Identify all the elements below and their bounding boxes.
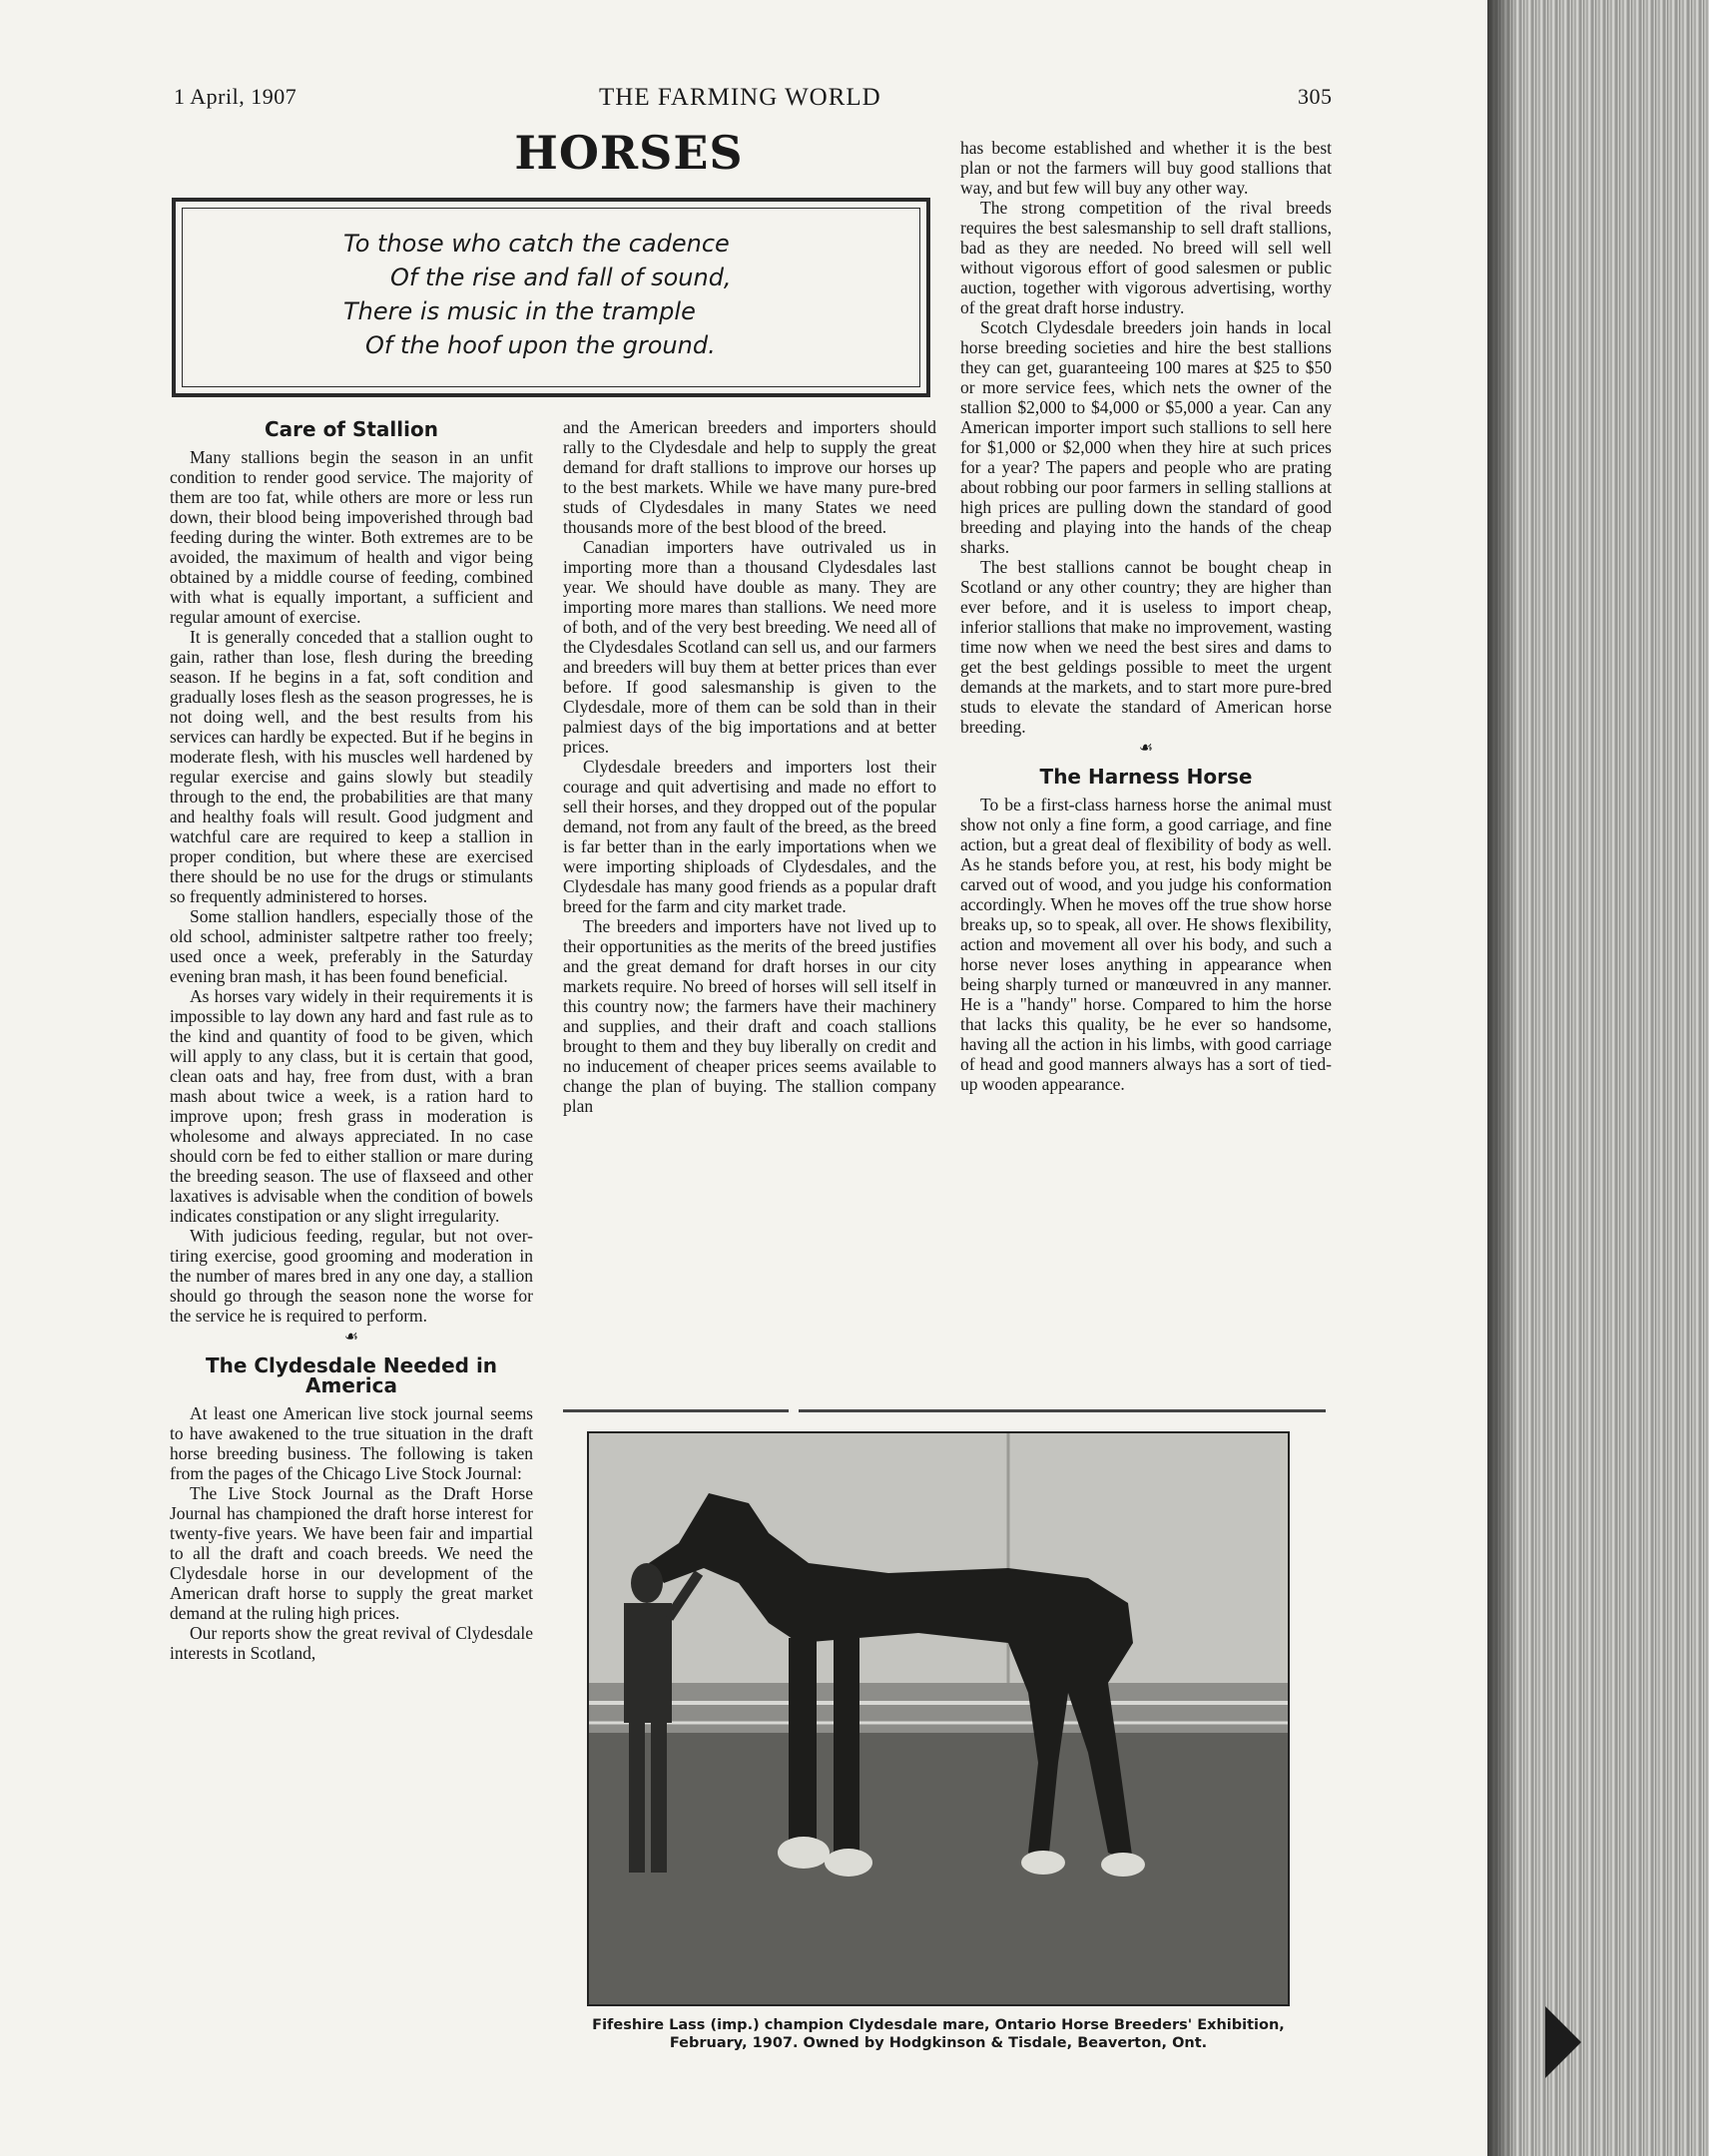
ornament-icon: ☙ (1138, 740, 1154, 757)
paragraph: The breeders and importers have not lived up to their opportunities as the merits of the breed justifies and the great demand for draft horses in our city markets require. No breed of horses will sell itself in this country now; the farmers have their machinery and supplies, and their draft and coach stallions brought to them and they buy liberally on credit and no inducement of cheaper prices seems available to change the plan of buying. The stallion company plan (563, 916, 936, 1116)
caption-line: February, 1907. Owned by Hodgkinson & Tisdale, Beaverton, Ont. (669, 2035, 1208, 2051)
divider-rule (799, 1409, 1326, 1412)
paragraph: It is generally conceded that a stallion ought to gain, rather than lose, flesh during the breeding season. If he begins in a fat, soft condition and gradually loses flesh as the season progresses, he is not doing well, and the best results from his services can hardly be expected. But if he begins in moderate flesh, with his muscles well hardened by regular exercise and gains slowly but steadily through to the end, the probabilities are that many and healthy foals will result. Good judgment and watchful care are required to keep a stallion in proper condition, but where these are exercised there should be no use for the drugs or stimulants so frequently administered to horses. (170, 627, 533, 906)
paragraph: Some stallion handlers, especially those of the old school, administer saltpetre rather too freely; used once a week, preferably in the Saturday evening bran mash, it has been found beneficial. (170, 906, 533, 986)
divider-rule (563, 1409, 789, 1412)
paragraph: has become established and whether it is the best plan or not the farmers will buy good stallions that way, and but few will buy any other way. (960, 138, 1332, 198)
section-title: HORSES (514, 126, 744, 180)
poem-line: To those who catch the cadence (343, 230, 730, 258)
photo-caption (589, 2016, 1288, 2052)
column-2 (563, 417, 936, 1116)
paragraph: Scotch Clydesdale breeders join hands in local horse breeding societies and hire the best stallions they can get, guaranteeing 100 mares at $25 to $50 or more service fees, which nets the owner of the stallion $2,000 to $4,000 or $5,000 a year. Can any American importer import such stallions to sell here for $1,000 or $2,000 when they hire at such prices for a year? The papers and people who are prating about robbing our poor farmers in selling stallions at high prices are pulling down the standard of good breeding and playing into the hands of the cheap sharks. (960, 317, 1332, 557)
horse-photo-icon (587, 1431, 1290, 2006)
header-page-number: 305 (1298, 84, 1333, 109)
paragraph: Clydesdale breeders and importers lost their courage and quit advertising and made no effort to sell their horses, and they dropped out of the popular demand, not from any fault of the breed, as the breed is far better than in the early importations when we were importing shiploads of Clydesdales, and the Clydesdale has many good friends as a popular draft breed for the farm and city market trade. (563, 757, 936, 916)
article-title-clydesdale: The Clydesdale Needed in America (205, 1353, 498, 1397)
poem-line: Of the rise and fall of sound, (390, 264, 732, 291)
header-date: 1 April, 1907 (174, 84, 297, 109)
poem-line: Of the hoof upon the ground. (365, 331, 716, 359)
book-page-edges (1487, 0, 1709, 2156)
paragraph: With judicious feeding, regular, but not over-tiring exercise, good grooming and moderation in the number of mares bred in any one day, a stallion should go through the season none the worse for the service he is required to perform. (170, 1226, 533, 1326)
paragraph: To be a first-class harness horse the animal must show not only a fine form, a good carriage, and fine action, but a great deal of flexibility of body as well. As he stands before you, at rest, his body might be carved out of wood, and you judge his conformation accordingly. When he moves off the true show horse breaks up, so to speak, all over. He shows flexibility, action and movement all over his body, and such a horse never loses anything in appearance when being sharply turned or manœuvred in any manner. He is a "handy" horse. Compared to him the horse that lacks this quality, be he ever so handsome, having all the action in his limbs, with good carriage of head and good manners always has a sort of tied-up wooden appearance. (960, 795, 1332, 1094)
paragraph: The strong competition of the rival breeds requires the best salesmanship to sell draft stallions, bad as they are needed. No breed will sell well without vigorous effort of good salesmen or public auction, together with vigorous advertising, worthy of the great draft horse industry. (960, 198, 1332, 317)
paragraph: As horses vary widely in their requirements it is impossible to lay down any hard and fast rule as to the kind and quantity of food to be given, which will apply to any class, but it is certain that good, clean oats and hay, free from dust, with a bran mash about twice a week, is a ration hard to improve upon; fresh grass in moderation is wholesome and always appreciated. In no case should corn be fed to either stallion or mare during the breeding season. The use of flaxseed and other laxatives is advisable when the condition of bowels indicates constipation or any slight irregularity. (170, 986, 533, 1226)
paragraph: The Live Stock Journal as the Draft Horse Journal has championed the draft horse interest for twenty-five years. We have been fair and impartial to all the draft and coach breeds. We need the Clydesdale horse in our development of the American draft horse to supply the great market demand at the ruling high prices. (170, 1483, 533, 1623)
article-title-harness-horse: The Harness Horse (1039, 765, 1253, 789)
paragraph: Many stallions begin the season in an unfit condition to render good service. The majority of them are too fat, while others are more or less run down, their blood being impoverished through bad feeding during the winter. Both extremes are to be avoided, the maximum of health and vigor being obtained by a middle course of feeding, combined with what is equally important, a sufficient and regular amount of exercise. (170, 447, 533, 627)
article-title-care-of-stallion: Care of Stallion (265, 417, 438, 441)
poem-line: There is music in the trample (343, 297, 696, 325)
header-journal-title: THE FARMING WORLD (599, 84, 881, 111)
column-3 (960, 138, 1332, 1094)
paragraph: Our reports show the great revival of Clydesdale interests in Scotland, (170, 1623, 533, 1663)
paragraph: and the American breeders and importers should rally to the Clydesdale and help to supply the great demand for draft stallions to improve our horses up to the best markets. While we have many pure-bred studs of Clydesdales in many States we need thousands more of the best blood of the breed. (563, 417, 936, 537)
poem-box (172, 198, 930, 397)
caption-line: Fifeshire Lass (imp.) champion Clydesdale mare, Ontario Horse Breeders' Exhibition, (592, 2017, 1285, 2033)
page-turn-arrow-icon[interactable] (1545, 2006, 1581, 2078)
ornament-icon: ☙ (343, 1329, 359, 1346)
paragraph: Canadian importers have outrivaled us in importing more than a thousand Clydesdales last year. We should have double as many. They are importing more mares than stallions. We need more of both, and of the very best breeding. We need all of the Clydesdales Scotland can sell us, and our farmers and breeders will buy them at better prices than ever before. If good salesmanship is given to the Clydesdale, more of them can be sold than in their palmiest days of the big importations and at better prices. (563, 537, 936, 757)
paragraph: At least one American live stock journal seems to have awakened to the true situation in the draft horse breeding business. The following is taken from the pages of the Chicago Live Stock Journal: (170, 1403, 533, 1483)
paragraph: The best stallions cannot be bought cheap in Scotland or any other country; they are higher than ever before, and it is useless to import cheap, inferior stallions that make no improvement, wasting time now when we need the best sires and dams to get the best geldings possible to meet the urgent demands at the markets, and to start more pure-bred studs to elevate the standard of American horse breeding. (960, 557, 1332, 737)
column-1 (170, 411, 533, 1663)
